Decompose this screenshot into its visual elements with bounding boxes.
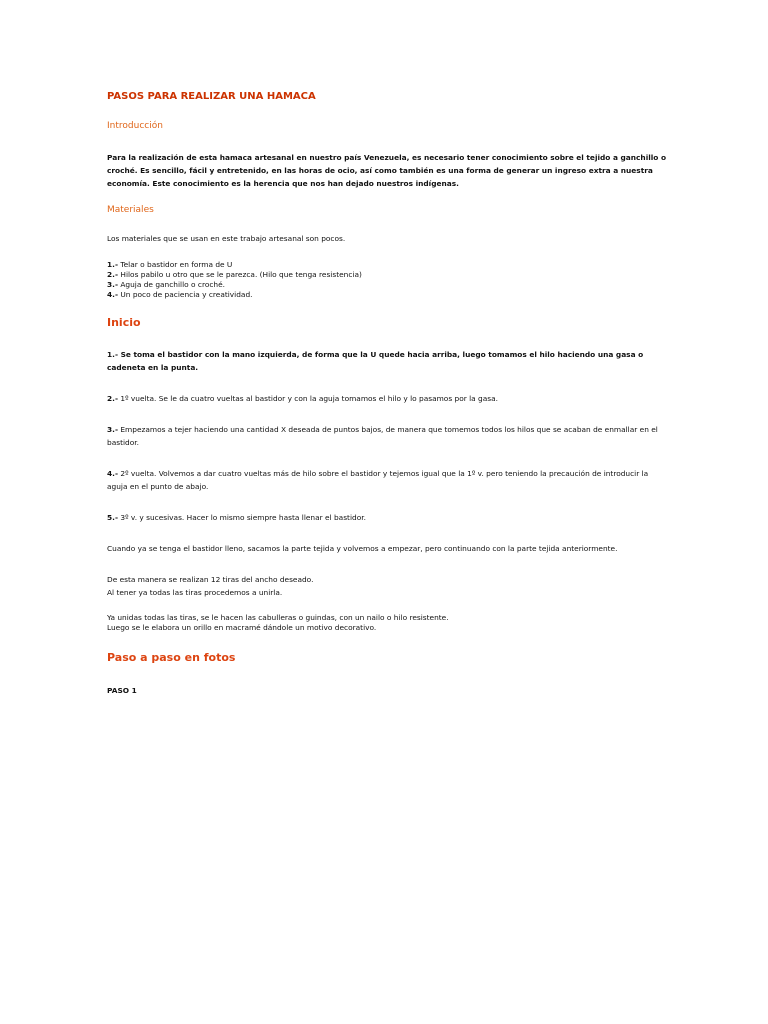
list-item: 1.- Telar o bastidor en forma de U	[107, 260, 233, 269]
materials-intro: Los materiales que se usan en este trabajo artesanal son pocos.	[107, 234, 346, 243]
text-line: Luego se le elabora un orillo en macramé dándole un motivo decorativo.	[107, 623, 377, 632]
materials-list	[107, 260, 362, 300]
text-line: Al tener ya todas las tiras procedemos a unirla.	[107, 588, 283, 597]
heading-materiales: Materiales	[107, 205, 154, 215]
intro-paragraph: Para la realización de esta hamaca artesanal en nuestro país Venezuela, es necesario tener conocimiento sobre el tejido a ganchillo o croché. Es sencillo, fácil y entretenido, en las horas de ocio, así como también es una forma de generar un ingreso extra a nuestra economía. Este conocimiento es la herencia que nos han dejado nuestros indígenas.	[107, 153, 667, 188]
step-2: 2.- 1º vuelta. Se le da cuatro vueltas al bastidor y con la aguja tomamos el hilo y lo pasamos por la gasa.	[107, 394, 499, 403]
step-5: 5.- 3º v. y sucesivas. Hacer lo mismo siempre hasta llenar el bastidor.	[107, 513, 366, 522]
heading-paso-a-paso: Paso a paso en fotos	[107, 651, 236, 664]
list-item: 4.- Un poco de paciencia y creatividad.	[107, 290, 253, 299]
text-line: De esta manera se realizan 12 tiras del ancho deseado.	[107, 575, 314, 584]
list-item: 3.- Aguja de ganchillo o croché.	[107, 280, 225, 289]
paragraph-bastidor-lleno: Cuando ya se tenga el bastidor lleno, sacamos la parte tejida y volvemos a empezar, pero continuando con la parte tejida anteriormente.	[107, 544, 618, 553]
step-4: 4.- 2º vuelta. Volvemos a dar cuatro vueltas más de hilo sobre el bastidor y tejemos igual que la 1º v. pero teniendo la precaución de introducir la aguja en el punto de abajo.	[107, 469, 649, 491]
heading-introduccion: Introducción	[107, 121, 163, 131]
list-item: 2.- Hilos pabilo u otro que se le parezca. (Hilo que tenga resistencia)	[107, 270, 362, 279]
text-line: Ya unidas todas las tiras, se le hacen las cabulleras o guindas, con un nailo o hilo resistente.	[107, 613, 449, 622]
page-title: PASOS PARA REALIZAR UNA HAMACA	[107, 91, 316, 102]
step-1: 1.- Se toma el bastidor con la mano izquierda, de forma que la U quede hacia arriba, luego tomamos el hilo haciendo una gasa o cadeneta en la punta.	[107, 350, 644, 372]
step-label-paso-1: PASO 1	[107, 686, 137, 695]
heading-inicio: Inicio	[107, 316, 141, 329]
paragraph-tiras	[107, 573, 667, 599]
paragraph-cabulleras	[107, 613, 667, 633]
step-3: 3.- Empezamos a tejer haciendo una cantidad X deseada de puntos bajos, de manera que tomemos todos los hilos que se acaban de enmallar en el bastidor.	[107, 425, 658, 447]
